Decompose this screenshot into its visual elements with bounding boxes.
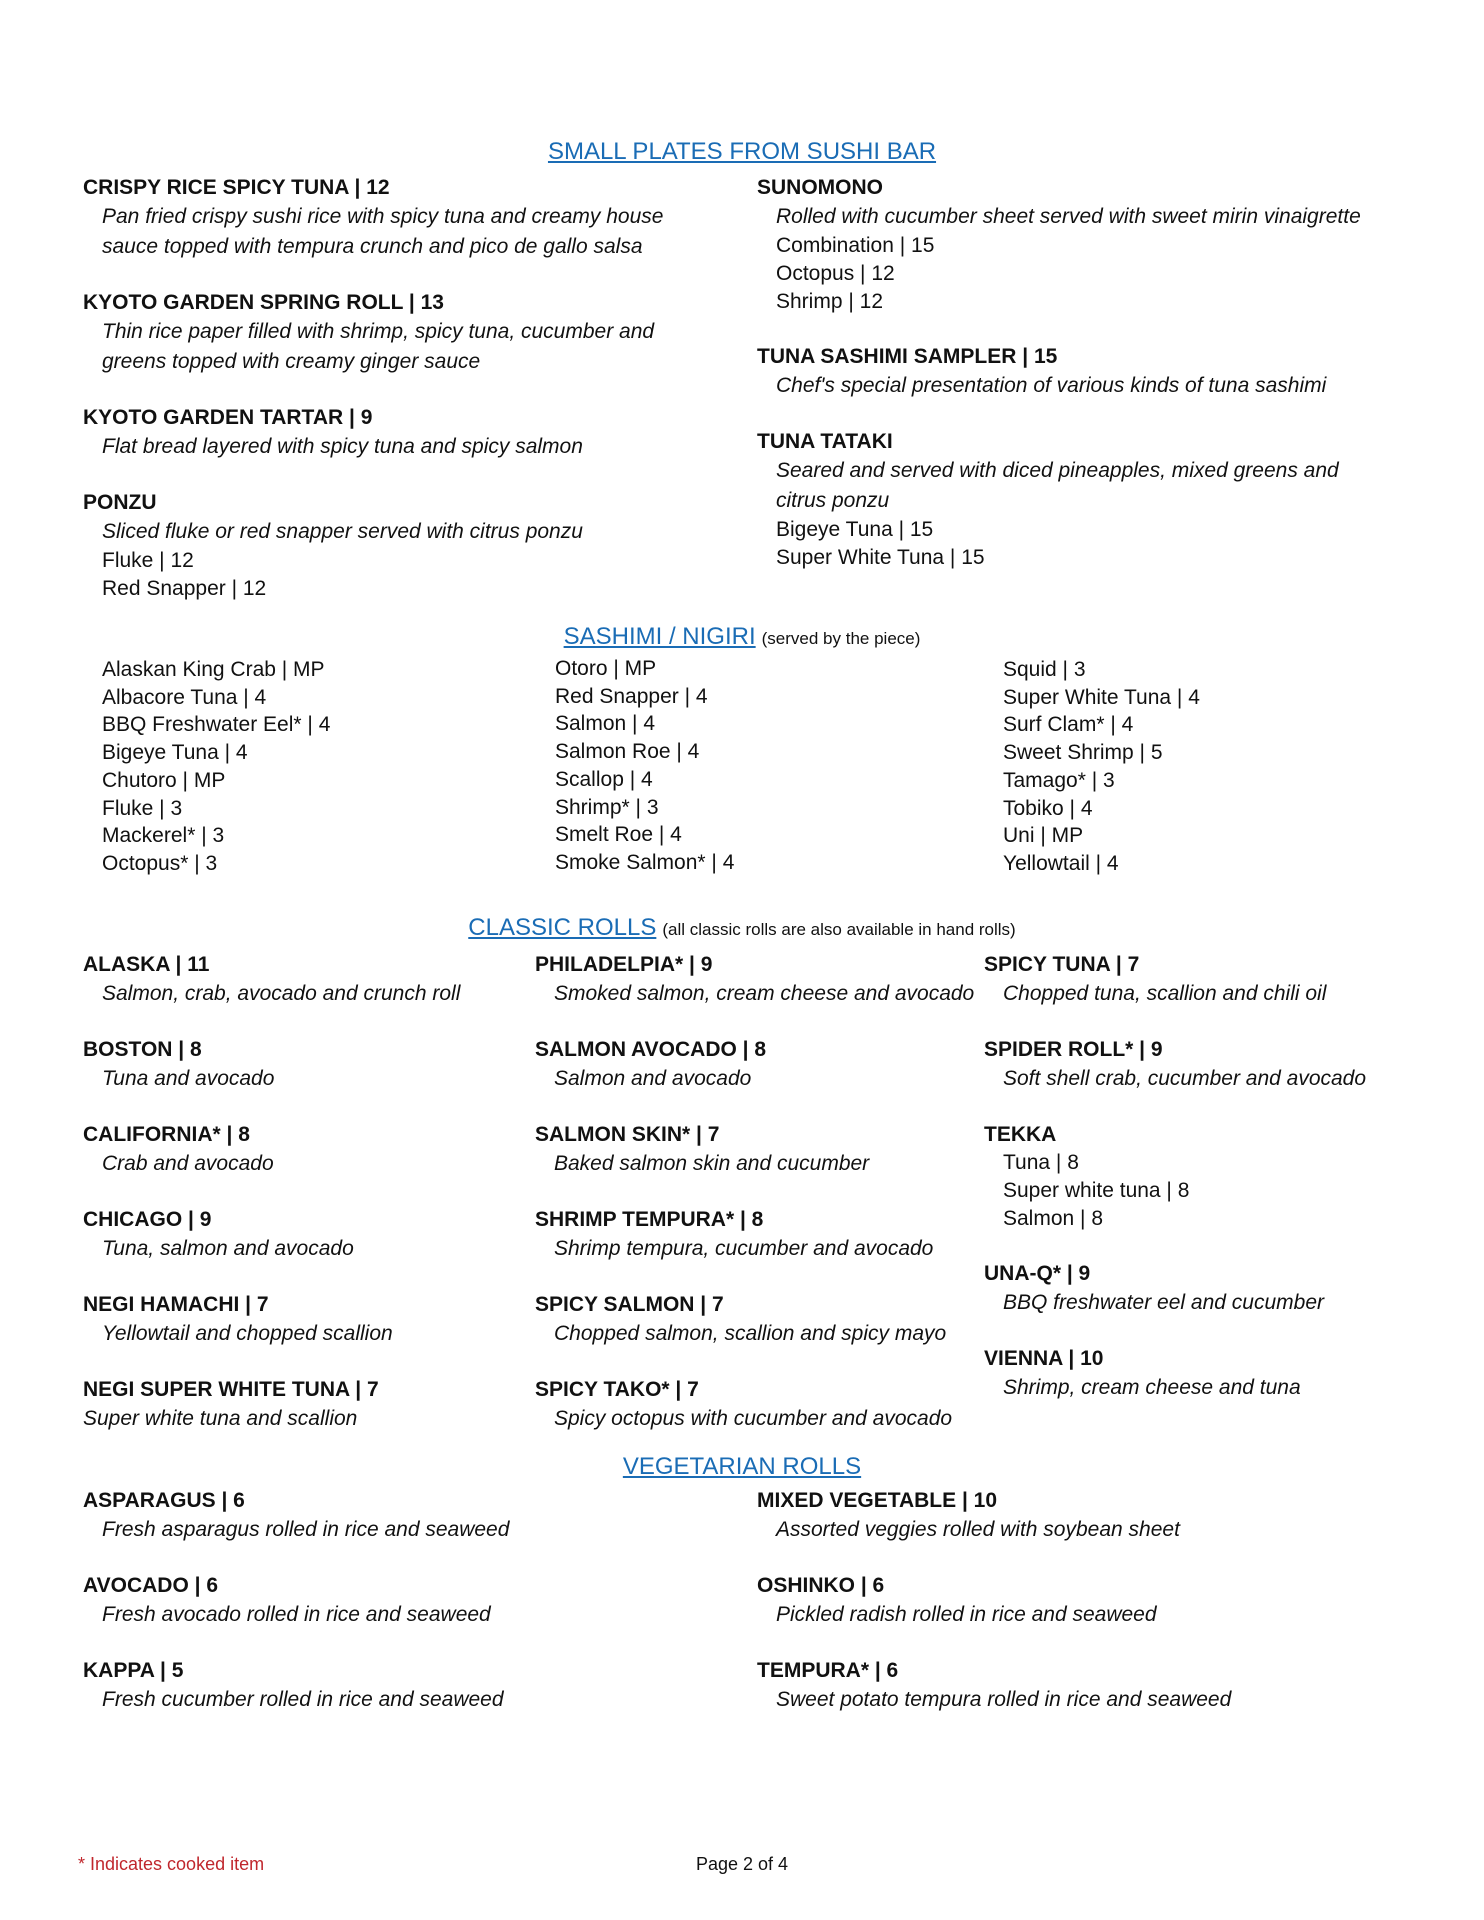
sashimi-note: (served by the piece) xyxy=(761,629,921,648)
small-plates-right-column xyxy=(757,174,1382,599)
list-item: Scallop | 4 xyxy=(555,767,653,791)
item-name: CALIFORNIA* | 8 xyxy=(83,1123,250,1146)
menu-item xyxy=(757,1572,1382,1630)
menu-item xyxy=(757,343,1382,401)
menu-item xyxy=(83,289,713,377)
menu-item xyxy=(83,951,523,1009)
item-description: Fresh avocado rolled in rice and seaweed xyxy=(102,1603,491,1626)
list-item: Octopus* | 3 xyxy=(102,851,218,875)
menu-item xyxy=(83,1487,713,1545)
item-description: Baked salmon skin and cucumber xyxy=(554,1152,870,1175)
cooked-item-footnote: * Indicates cooked item xyxy=(78,1854,265,1874)
item-name: UNA-Q* | 9 xyxy=(984,1262,1091,1285)
section-title-sashimi xyxy=(0,622,1484,654)
item-variant: Salmon | 8 xyxy=(1003,1207,1104,1230)
item-description: Smoked salmon, cream cheese and avocado xyxy=(554,982,975,1005)
list-item: Red Snapper | 4 xyxy=(555,684,708,708)
menu-item xyxy=(83,1206,523,1264)
classic-rolls-note: (all classic rolls are also available in hand rolls) xyxy=(662,920,1016,939)
menu-item xyxy=(83,1121,523,1179)
item-description: Fresh asparagus rolled in rice and seaweed xyxy=(102,1518,510,1541)
list-item: Super White Tuna | 4 xyxy=(1003,685,1200,709)
list-item: Tobiko | 4 xyxy=(1003,796,1093,820)
item-name: TEMPURA* | 6 xyxy=(757,1659,899,1682)
item-variant: Combination | 15 xyxy=(776,234,935,257)
vegetarian-rolls-heading: VEGETARIAN ROLLS xyxy=(622,1453,862,1480)
sashimi-column-2 xyxy=(555,655,734,877)
menu-item xyxy=(83,489,713,603)
item-description: Crab and avocado xyxy=(102,1152,274,1175)
list-item: Fluke | 3 xyxy=(102,796,183,820)
menu-item xyxy=(83,1657,713,1715)
menu-item xyxy=(984,951,1424,1009)
list-item: Salmon | 4 xyxy=(555,712,656,736)
item-description: Yellowtail and chopped scallion xyxy=(102,1322,393,1345)
list-item: Yellowtail | 4 xyxy=(1003,851,1119,875)
classic-rolls-column-2 xyxy=(535,951,975,1461)
item-description: Chef's special presentation of various kinds of tuna sashimi xyxy=(776,374,1327,397)
item-name: PONZU xyxy=(83,491,157,514)
item-description: Pan fried crispy sushi rice with spicy tuna and creamy house sauce topped with tempura crunch and pico de gallo salsa xyxy=(102,205,664,258)
item-variant: Shrimp | 12 xyxy=(776,290,883,313)
list-item: Alaskan King Crab | MP xyxy=(102,658,325,681)
list-item: Smoke Salmon* | 4 xyxy=(555,850,735,874)
item-name: KYOTO GARDEN TARTAR | 9 xyxy=(83,406,373,429)
item-name: MIXED VEGETABLE | 10 xyxy=(757,1489,998,1512)
item-name: SALMON SKIN* | 7 xyxy=(535,1123,720,1146)
menu-item xyxy=(535,1121,975,1179)
menu-item xyxy=(83,404,713,462)
list-item: Squid | 3 xyxy=(1003,658,1086,681)
item-description: Shrimp, cream cheese and tuna xyxy=(1003,1376,1301,1399)
sashimi-column-1 xyxy=(102,656,330,878)
item-variant: Octopus | 12 xyxy=(776,262,895,285)
list-item: Shrimp* | 3 xyxy=(555,795,659,819)
item-name: SALMON AVOCADO | 8 xyxy=(535,1038,767,1061)
item-name: NEGI HAMACHI | 7 xyxy=(83,1293,269,1316)
item-description: Sliced fluke or red snapper served with citrus ponzu xyxy=(102,520,583,543)
menu-item xyxy=(757,174,1382,316)
sashimi-heading: SASHIMI / NIGIRI xyxy=(563,623,756,650)
item-name: PHILADELPIA* | 9 xyxy=(535,953,713,976)
item-description: Pickled radish rolled in rice and seaweed xyxy=(776,1603,1157,1626)
menu-item xyxy=(757,1487,1382,1545)
vegetarian-rolls-left-column xyxy=(83,1487,713,1742)
item-description: Salmon, crab, avocado and crunch roll xyxy=(102,982,461,1005)
menu-item xyxy=(535,1206,975,1264)
list-item: Smelt Roe | 4 xyxy=(555,823,682,847)
list-item: Albacore Tuna | 4 xyxy=(102,685,267,709)
menu-item xyxy=(535,1036,975,1094)
item-name: VIENNA | 10 xyxy=(984,1347,1104,1370)
item-description: Spicy octopus with cucumber and avocado xyxy=(554,1407,953,1430)
small-plates-left-column xyxy=(83,174,713,630)
section-title-vegetarian-rolls xyxy=(0,1452,1484,1482)
item-name: NEGI SUPER WHITE TUNA | 7 xyxy=(83,1378,379,1401)
classic-rolls-column-1 xyxy=(83,951,523,1461)
item-variant: Fluke | 12 xyxy=(102,549,194,572)
item-description: Shrimp tempura, cucumber and avocado xyxy=(554,1237,934,1260)
item-description: Salmon and avocado xyxy=(554,1067,752,1090)
menu-item xyxy=(83,1291,523,1349)
item-description: Fresh cucumber rolled in rice and seaweed xyxy=(102,1688,504,1711)
item-name: KYOTO GARDEN SPRING ROLL | 13 xyxy=(83,291,444,314)
item-name: SPIDER ROLL* | 9 xyxy=(984,1038,1163,1061)
list-item: Tamago* | 3 xyxy=(1003,768,1115,792)
menu-item xyxy=(984,1121,1424,1233)
item-name: CHICAGO | 9 xyxy=(83,1208,212,1231)
menu-item xyxy=(984,1036,1424,1094)
item-name: KAPPA | 5 xyxy=(83,1659,184,1682)
menu-item xyxy=(83,174,713,262)
item-description: Seared and served with diced pineapples, mixed greens and citrus ponzu xyxy=(776,459,1339,512)
item-description: Tuna and avocado xyxy=(102,1067,275,1090)
item-name: OSHINKO | 6 xyxy=(757,1574,885,1597)
item-description: Assorted veggies rolled with soybean sheet xyxy=(776,1518,1180,1541)
item-name: SPICY TAKO* | 7 xyxy=(535,1378,699,1401)
list-item: Salmon Roe | 4 xyxy=(555,740,700,764)
item-variant: Red Snapper | 12 xyxy=(102,577,267,600)
item-name: ASPARAGUS | 6 xyxy=(83,1489,245,1512)
menu-item xyxy=(757,1657,1382,1715)
small-plates-heading: SMALL PLATES FROM SUSHI BAR xyxy=(547,138,937,165)
item-variant: Bigeye Tuna | 15 xyxy=(776,518,934,541)
page-number: Page 2 of 4 xyxy=(695,1854,789,1874)
section-title-small-plates xyxy=(0,137,1484,167)
classic-rolls-heading: CLASSIC ROLLS xyxy=(468,914,657,941)
menu-item xyxy=(83,1036,523,1094)
menu-item xyxy=(535,1376,975,1434)
menu-item xyxy=(535,951,975,1009)
item-description: Rolled with cucumber sheet served with sweet mirin vinaigrette xyxy=(776,205,1361,228)
item-description: Thin rice paper filled with shrimp, spicy tuna, cucumber and greens topped with creamy ginger sauce xyxy=(102,320,655,373)
list-item: Surf Clam* | 4 xyxy=(1003,713,1134,737)
list-item: Sweet Shrimp | 5 xyxy=(1003,741,1163,765)
menu-item xyxy=(757,428,1382,572)
item-description: BBQ freshwater eel and cucumber xyxy=(1003,1291,1324,1314)
item-name: SPICY SALMON | 7 xyxy=(535,1293,724,1316)
list-item: Chutoro | MP xyxy=(102,768,226,792)
item-description: Chopped salmon, scallion and spicy mayo xyxy=(554,1322,947,1345)
list-item: Uni | MP xyxy=(1003,824,1084,848)
classic-rolls-column-3 xyxy=(984,951,1424,1430)
item-name: ALASKA | 11 xyxy=(83,953,210,976)
item-variant: Tuna | 8 xyxy=(1003,1151,1079,1174)
list-item: BBQ Freshwater Eel* | 4 xyxy=(102,713,331,737)
item-name: BOSTON | 8 xyxy=(83,1038,202,1061)
item-name: SUNOMONO xyxy=(757,176,883,199)
item-name: TUNA TATAKI xyxy=(757,430,893,453)
menu-item xyxy=(984,1260,1424,1318)
item-name: TUNA SASHIMI SAMPLER | 15 xyxy=(757,345,1058,368)
list-item: Otoro | MP xyxy=(555,657,657,680)
item-name: SHRIMP TEMPURA* | 8 xyxy=(535,1208,764,1231)
item-description: Sweet potato tempura rolled in rice and seaweed xyxy=(776,1688,1232,1711)
menu-item xyxy=(984,1345,1424,1403)
item-name: TEKKA xyxy=(984,1123,1057,1146)
item-name: SPICY TUNA | 7 xyxy=(984,953,1140,976)
item-description: Super white tuna and scallion xyxy=(83,1407,358,1430)
item-name: CRISPY RICE SPICY TUNA | 12 xyxy=(83,176,390,199)
list-item: Bigeye Tuna | 4 xyxy=(102,741,248,765)
item-description: Tuna, salmon and avocado xyxy=(102,1237,354,1260)
list-item: Mackerel* | 3 xyxy=(102,824,225,848)
item-variant: Super white tuna | 8 xyxy=(1003,1179,1190,1202)
menu-item xyxy=(83,1376,523,1434)
menu-item xyxy=(83,1572,713,1630)
item-description: Chopped tuna, scallion and chili oil xyxy=(1003,982,1327,1005)
sashimi-column-3 xyxy=(1003,656,1200,878)
item-name: AVOCADO | 6 xyxy=(83,1574,219,1597)
vegetarian-rolls-right-column xyxy=(757,1487,1382,1742)
item-variant: Super White Tuna | 15 xyxy=(776,546,985,569)
menu-item xyxy=(535,1291,975,1349)
item-description: Flat bread layered with spicy tuna and spicy salmon xyxy=(102,435,583,458)
item-description: Soft shell crab, cucumber and avocado xyxy=(1003,1067,1367,1090)
section-title-classic-rolls xyxy=(0,913,1484,945)
